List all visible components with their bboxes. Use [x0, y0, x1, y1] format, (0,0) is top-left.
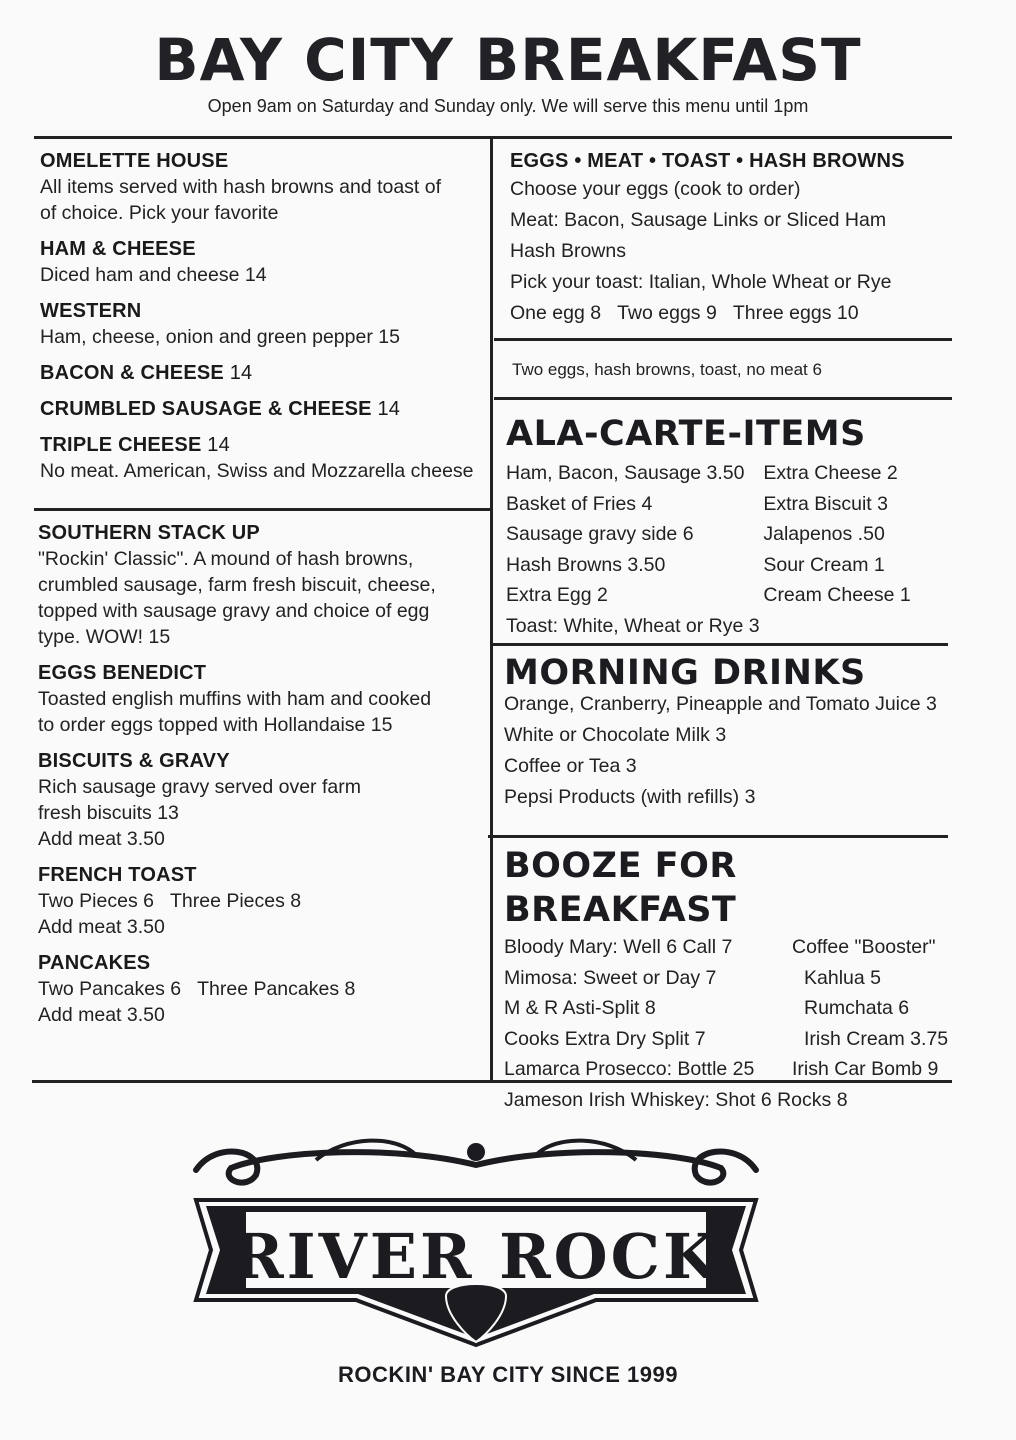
menu-item-desc: Add meat 3.50 — [38, 828, 165, 850]
menu-item-name — [40, 396, 488, 422]
ala-carte-left — [506, 458, 763, 611]
menu-item-options — [38, 888, 488, 914]
menu-item-options — [510, 298, 950, 329]
omelette-desc: All items served with hash browns and toast of — [40, 176, 442, 198]
menu-line: Coffee "Booster" — [792, 936, 936, 958]
menu-item-label: BACON & CHEESE — [40, 362, 224, 384]
menu-line: Extra Egg 2 — [506, 584, 608, 606]
menu-option: Two Pieces 6 — [38, 890, 154, 912]
right-rule-3 — [490, 643, 948, 646]
logo-tagline: ROCKIN' BAY CITY SINCE 1999 — [338, 1362, 678, 1387]
center-divider — [490, 136, 493, 1080]
menu-line: Sour Cream 1 — [763, 553, 885, 576]
menu-item-price: 14 — [377, 398, 401, 420]
menu-line: Hash Browns — [510, 240, 626, 262]
ala-carte-right — [763, 458, 950, 611]
booze-left — [504, 932, 792, 1085]
menu-item-desc: Toasted english muffins with ham and cooked — [38, 688, 432, 710]
section-heading: MORNING DRINKS — [504, 653, 866, 693]
no-meat-line — [512, 357, 942, 383]
menu-item-desc: Ham, cheese, onion and green pepper 15 — [40, 326, 400, 348]
menu-item-name: EGGS BENEDICT — [38, 662, 207, 684]
logo-wordmark: RIVER ROCK — [232, 1220, 720, 1293]
menu-item-desc: "Rockin' Classic". A mound of hash browns, — [38, 548, 414, 570]
menu-line: Irish Cream 3.75 — [804, 1027, 949, 1050]
page-subtitle: Open 9am on Saturday and Sunday only. We will serve this menu until 1pm — [207, 96, 809, 116]
menu-line: Ham, Bacon, Sausage 3.50 — [506, 462, 745, 484]
menu-item-desc: fresh biscuits 13 — [38, 802, 179, 824]
menu-item-options — [38, 976, 488, 1002]
menu-line: Mimosa: Sweet or Day 7 — [504, 966, 717, 989]
omelette-desc: of choice. Pick your favorite — [40, 202, 279, 224]
menu-option: Two Pancakes 6 — [38, 978, 182, 1000]
booze-list — [504, 932, 952, 1085]
menu-item-name: PANCAKES — [38, 952, 151, 974]
menu-line: Toast: White, Wheat or Rye 3 — [506, 614, 760, 637]
section-heading: BOOZE FOR BREAKFAST — [504, 846, 737, 930]
top-rule — [34, 136, 952, 139]
menu-item-name: SOUTHERN STACK UP — [38, 522, 260, 544]
menu-line: Jameson Irish Whiskey: Shot 6 Rocks 8 — [504, 1088, 848, 1111]
menu-item-desc: type. WOW! 15 — [38, 626, 171, 648]
menu-item-desc: No meat. American, Swiss and Mozzarella cheese — [40, 460, 474, 482]
menu-line: Cream Cheese 1 — [763, 584, 911, 606]
menu-item-name: BISCUITS & GRAVY — [38, 750, 230, 772]
menu-option: Three eggs 10 — [732, 302, 859, 324]
menu-item-name — [40, 360, 488, 386]
menu-line: Rumchata 6 — [804, 997, 910, 1019]
menu-line: Irish Car Bomb 9 — [792, 1058, 939, 1080]
menu-item-label: TRIPLE CHEESE — [40, 434, 202, 456]
menu-line: Extra Biscuit 3 — [763, 492, 888, 515]
menu-item-desc: Add meat 3.50 — [38, 1004, 165, 1026]
right-rule-1 — [494, 338, 952, 341]
page-title: BAY CITY BREAKFAST — [154, 26, 862, 94]
menu-item-price: 14 — [229, 362, 253, 384]
menu-line: Two eggs, hash browns, toast, no meat 6 — [512, 360, 822, 379]
menu-item-desc: to order eggs topped with Hollandaise 15 — [38, 714, 393, 736]
menu-option: Three Pieces 8 — [169, 890, 302, 912]
menu-item-desc: topped with sausage gravy and choice of egg — [38, 600, 430, 622]
menu-line: Orange, Cranberry, Pineapple and Tomato Juice 3 — [504, 693, 937, 715]
ala-carte-list — [506, 458, 950, 611]
menu-item-name: HAM & CHEESE — [40, 238, 196, 260]
menu-line: Cooks Extra Dry Split 7 — [504, 1027, 706, 1050]
ala-carte-section — [506, 412, 950, 641]
menu-option: Two eggs 9 — [617, 302, 717, 324]
right-rule-2 — [494, 397, 952, 400]
menu-option: Three Pancakes 8 — [197, 978, 356, 1000]
menu-line: White or Chocolate Milk 3 — [504, 724, 727, 746]
menu-line: Basket of Fries 4 — [506, 492, 653, 515]
menu-line: Sausage gravy side 6 — [506, 523, 694, 545]
menu-line: M & R Asti-Split 8 — [504, 997, 656, 1019]
menu-item-desc: Add meat 3.50 — [38, 916, 165, 938]
menu-item-desc: crumbled sausage, farm fresh biscuit, cheese, — [38, 574, 436, 596]
menu-item-name: WESTERN — [40, 300, 142, 322]
menu-line: Extra Cheese 2 — [763, 462, 898, 484]
menu-line: Bloody Mary: Well 6 Call 7 — [504, 936, 733, 958]
menu-line: Hash Browns 3.50 — [506, 553, 666, 576]
booze-right — [792, 932, 952, 1085]
menu-line: Coffee or Tea 3 — [504, 755, 637, 777]
menu-item-desc: Diced ham and cheese 14 — [40, 264, 267, 286]
drinks-section — [504, 653, 952, 813]
omelette-section — [40, 148, 488, 484]
menu-line: Jalapenos .50 — [763, 523, 885, 545]
menu-line: Meat: Bacon, Sausage Links or Sliced Ham — [510, 209, 887, 231]
menu-item-name: FRENCH TOAST — [38, 864, 197, 886]
section-heading: EGGS • MEAT • TOAST • HASH BROWNS — [510, 150, 905, 172]
booze-section — [504, 844, 952, 1115]
section-heading: ALA-CARTE-ITEMS — [506, 414, 866, 454]
menu-item-price: 14 — [207, 434, 230, 456]
menu-line: Lamarca Prosecco: Bottle 25 — [504, 1058, 755, 1080]
menu-item-name — [40, 432, 488, 458]
menu-line: Kahlua 5 — [804, 966, 881, 989]
menu-item-label: CRUMBLED SAUSAGE & CHEESE — [40, 398, 372, 420]
menu-line: Pepsi Products (with refills) 3 — [504, 786, 756, 808]
menu-line: Pick your toast: Italian, Whole Wheat or Rye — [510, 271, 892, 293]
river-rock-logo — [176, 1130, 776, 1400]
menu-line: Choose your eggs (cook to order) — [510, 178, 801, 200]
specials-section — [38, 520, 488, 1028]
scroll-ornament — [467, 1143, 485, 1161]
omelette-heading: OMELETTE HOUSE — [40, 150, 229, 172]
right-rule-4 — [488, 835, 948, 838]
menu-option: One egg 8 — [510, 302, 602, 324]
menu-item-desc: Rich sausage gravy served over farm — [38, 776, 361, 798]
left-section-rule — [34, 508, 492, 511]
eggs-meat-section — [510, 148, 950, 329]
